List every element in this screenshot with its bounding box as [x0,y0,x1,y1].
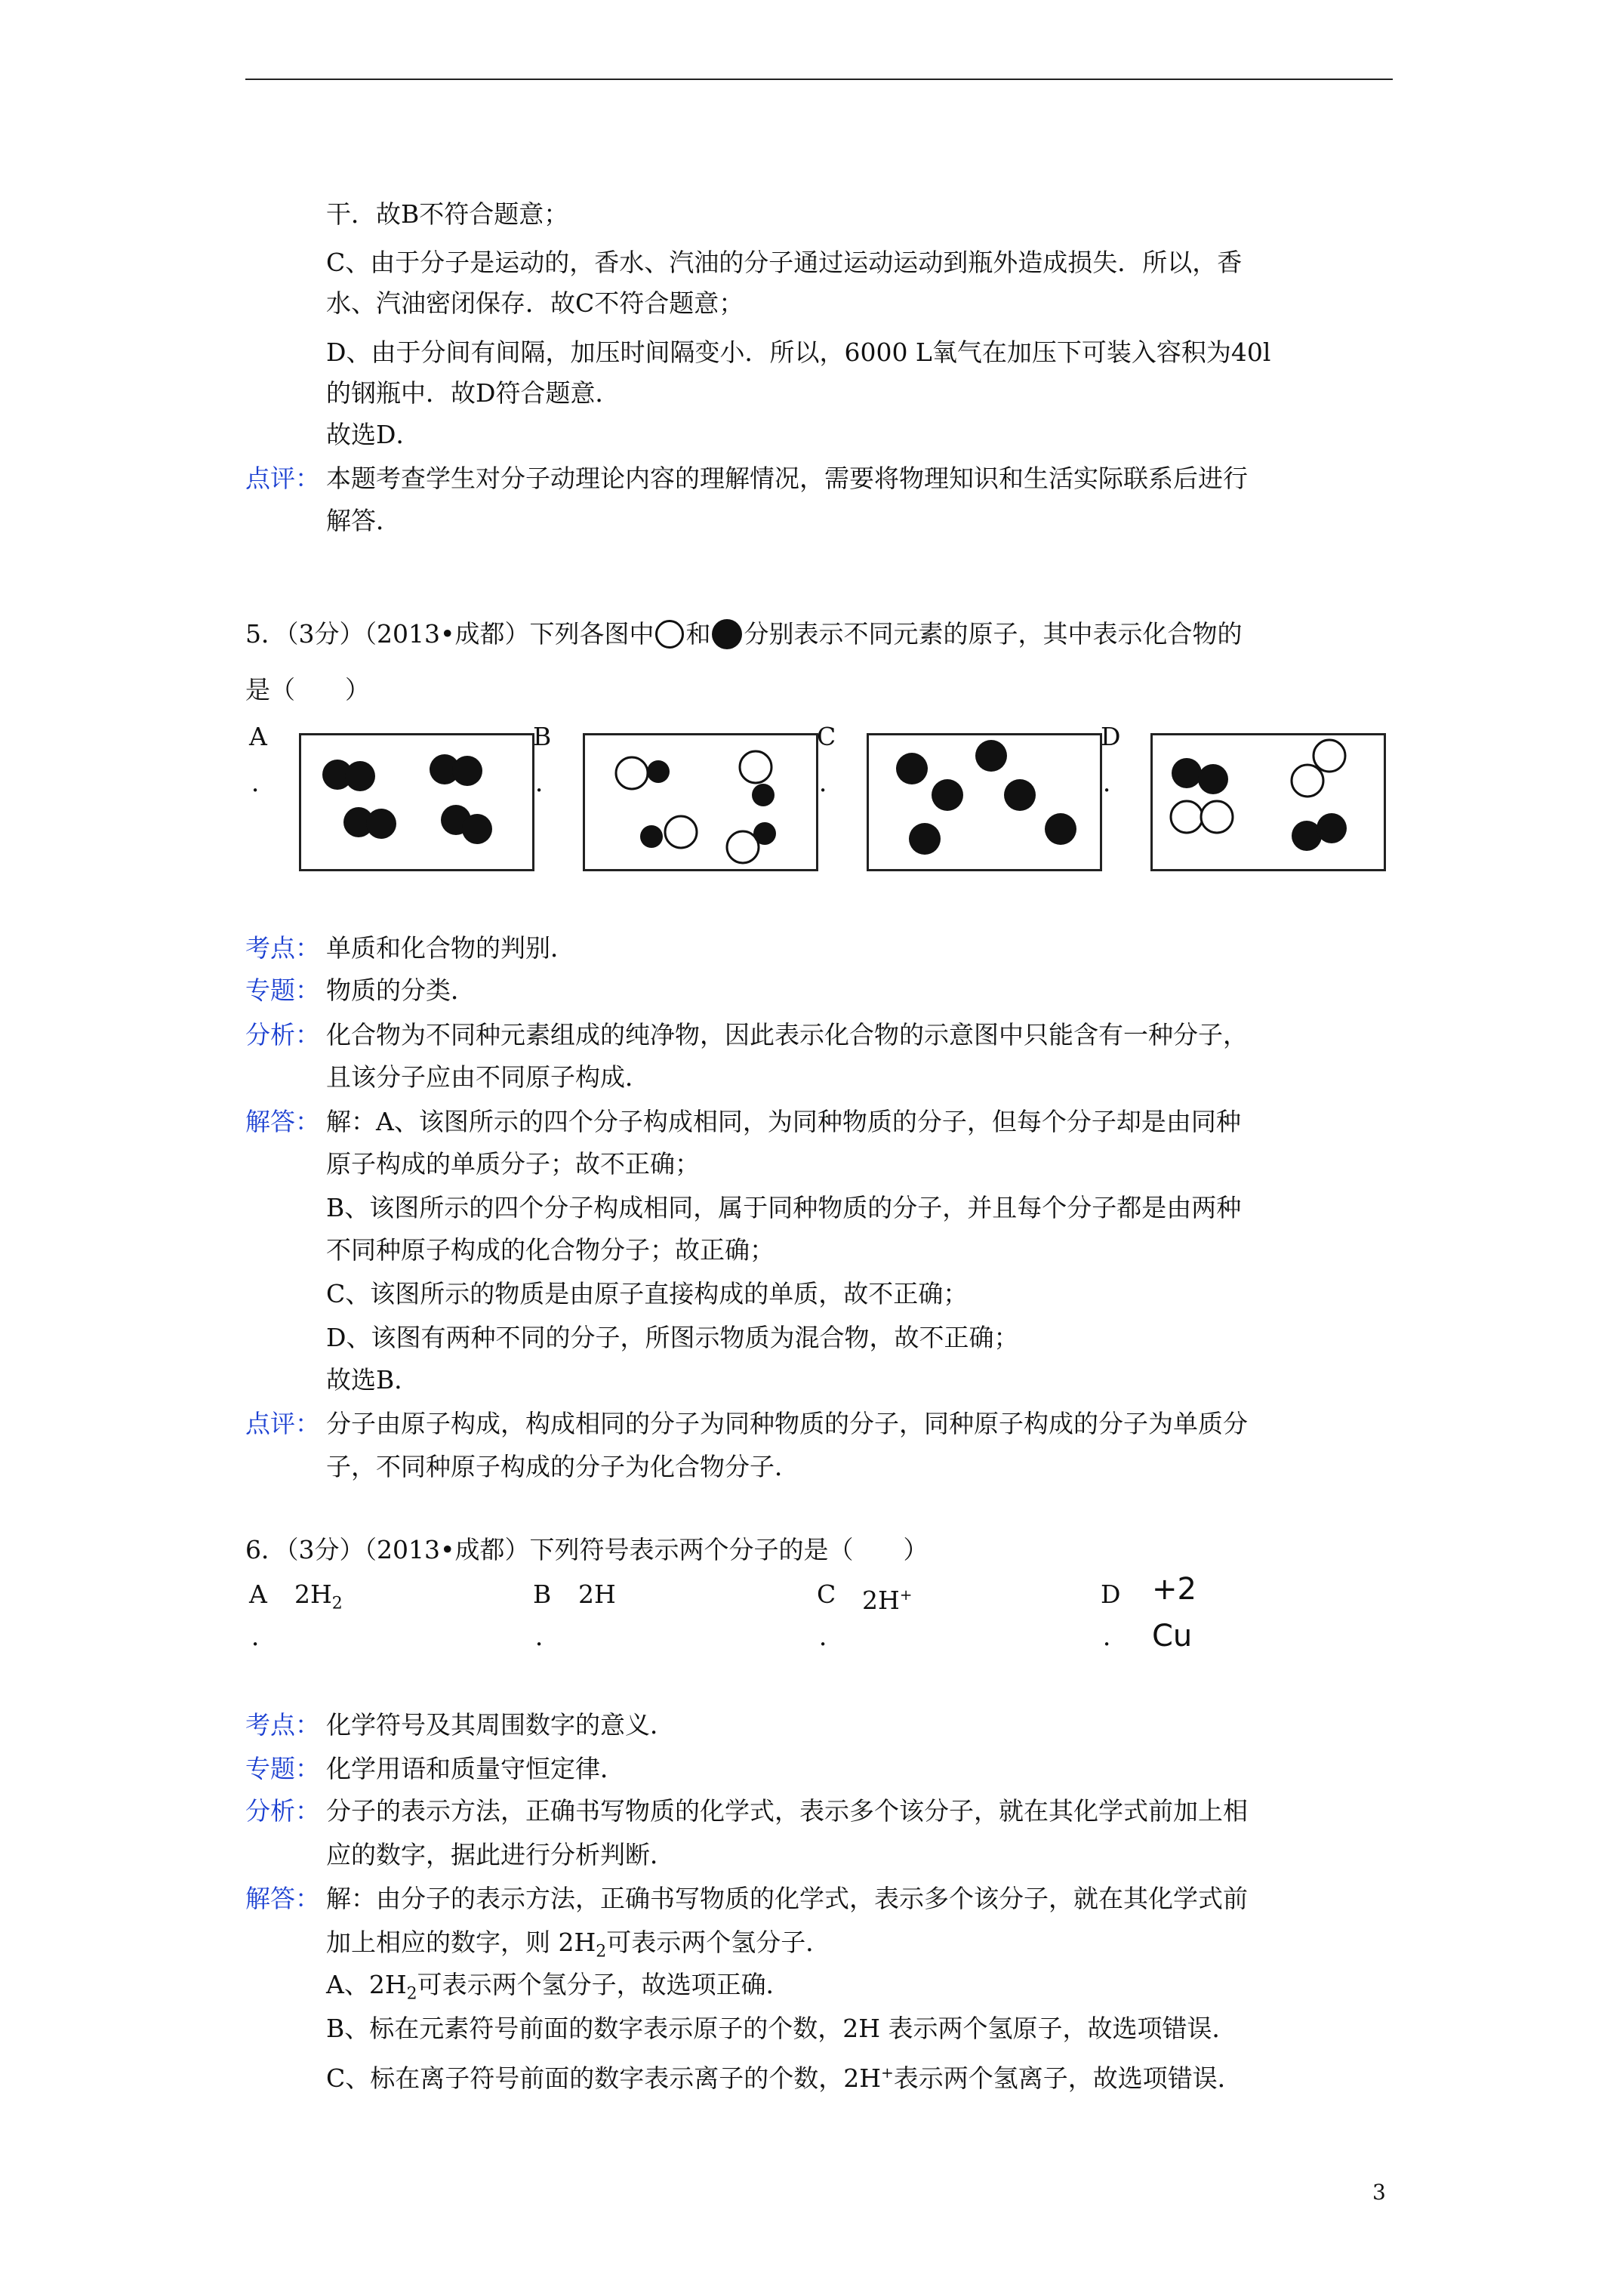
white-atom [1171,801,1203,833]
option-letter-d: D [1101,722,1121,751]
option-letter-d: D [1101,1579,1121,1609]
black-atom [1198,764,1228,794]
option-letter-a: A [249,1579,267,1609]
zhuanti-text: 物质的分类． [326,975,476,1005]
page-number: 3 [1372,2180,1386,2205]
option-dot: ． [251,768,276,797]
subscript: 2 [406,1984,417,2004]
option-dot: ． [535,1622,560,1651]
jieda-text: 原子构成的单质分子；故不正确； [326,1149,700,1179]
option-letter-b: B [533,1579,552,1609]
text-line: 的钢瓶中．故D符合题意． [326,378,621,408]
option-dot: ． [1103,1622,1128,1651]
option-b-formula: 2H [578,1579,616,1609]
fenxi-tag: 分析： [245,1796,320,1826]
option-letter-c: C [817,722,836,751]
jieda-text: 解：由分子的表示方法，正确书写物质的化学式，表示多个该分子，就在其化学式前 [326,1884,1248,1913]
fenxi-text: 分子的表示方法，正确书写物质的化学式，表示多个该分子，就在其化学式前加上相 [326,1796,1248,1826]
black-atom [909,823,941,855]
formula-text: 2H [862,1586,900,1615]
diagram-c [867,733,1102,871]
diagram-b [583,733,818,871]
jieda-tag: 解答： [245,1884,320,1913]
dianping-tag: 点评： [245,1409,320,1438]
fenxi-text: 化合物为不同种元素组成的纯净物，因此表示化合物的示意图中只能含有一种分子， [326,1020,1248,1049]
jieda-text [326,2057,1243,2094]
kaodian-tag: 考点： [245,1710,320,1740]
fenxi-tag: 分析： [245,1020,320,1049]
q5-stem-and: 和 [685,619,711,649]
option-dot: ． [535,768,560,797]
option-letter-a: A [249,722,267,751]
black-atom [345,761,375,791]
text-line: C、由于分子是运动的，香水、汽油的分子通过运动运动到瓶外造成损失．所以，香 [326,248,1243,277]
jieda-text [326,1970,791,2010]
text-part: C、标在离子符号前面的数字表示离子的个数，2H [326,2063,882,2093]
header-rule [245,79,1393,80]
black-atom [1317,813,1347,843]
kaodian-text: 化学符号及其周围数字的意义． [326,1710,675,1740]
comment-tag: 点评： [245,464,320,493]
q6-stem: 6．（3分）（2013•成都）下列符号表示两个分子的是（ ） [245,1535,929,1564]
zhuanti-tag: 专题： [245,1754,320,1783]
text-part: 可表示两个氢分子． [606,1928,831,1957]
superscript: + [899,1586,913,1604]
subscript: 2 [331,1594,343,1613]
superscript: + [881,2063,894,2082]
text-part: A、2H [326,1970,407,1999]
comment-text: 本题考查学生对分子动理论内容的理解情况，需要将物理知识和生活实际联系后进行 [326,464,1248,493]
jieda-text: 故选B． [326,1365,420,1395]
text-part: 可表示两个氢分子，故选项正确． [417,1970,791,1999]
zhuanti-text: 化学用语和质量守恒定律． [326,1754,625,1783]
option-letter-c: C [817,1579,836,1609]
dianping-text: 子，不同种原子构成的分子为化合物分子． [326,1452,799,1481]
jieda-text [326,1928,830,1968]
jieda-text: B、标在元素符号前面的数字表示原子的个数，2H 表示两个氢原子，故选项错误． [326,2014,1237,2043]
diagram-d [1150,733,1386,871]
black-atom [975,740,1007,772]
text-line: 故选D． [326,420,421,449]
fenxi-text: 且该分子应由不同原子构成． [326,1062,650,1092]
jieda-tag: 解答： [245,1107,320,1136]
black-atom [1004,779,1036,811]
q5-stem-a: 5．（3分）（2013•成都）下列各图中 [245,619,654,649]
white-atom [665,816,697,848]
zhuanti-tag: 专题： [245,975,320,1005]
option-dot: ． [251,1622,276,1651]
black-atom [366,809,396,839]
option-dot: ． [1103,768,1128,797]
black-atom [462,814,492,844]
black-atom-icon [712,619,742,649]
black-atom [1045,813,1076,845]
black-atom [752,784,775,806]
subscript: 2 [596,1942,607,1962]
kaodian-tag: 考点： [245,933,320,963]
jieda-text: D、该图有两种不同的分子，所图示物质为混合物，故不正确； [326,1323,1019,1352]
black-atom [932,779,963,811]
formula-text: 2H [294,1579,332,1609]
option-c-formula [862,1579,913,1616]
text-line: 水、汽油密闭保存．故C不符合题意； [326,288,744,318]
white-atom [616,757,648,789]
white-atom [1201,801,1233,833]
fenxi-text: 应的数字，据此进行分析判断． [326,1840,675,1869]
q5-stem-end: 是（ ） [245,675,370,704]
black-atom [896,753,928,784]
option-dot: ． [819,768,844,797]
text-line: 干．故B不符合题意； [326,199,569,229]
white-atom [1292,765,1323,797]
black-atom [753,822,776,845]
jieda-text: 解：A、该图所示的四个分子构成相同，为同种物质的分子，但每个分子却是由同种 [326,1107,1241,1136]
text-part: 表示两个氢离子，故选项错误． [893,2063,1243,2093]
jieda-text: B、该图所示的四个分子构成相同，属于同种物质的分子，并且每个分子都是由两种 [326,1193,1242,1222]
white-atom [740,751,771,783]
black-atom [647,760,670,783]
option-letter-b: B [533,722,552,751]
kaodian-text: 单质和化合物的判别． [326,933,575,963]
dianping-text: 分子由原子构成，构成相同的分子为同种物质的分子，同种原子构成的分子为单质分 [326,1409,1248,1438]
diagram-a [299,733,534,871]
jieda-text: 不同种原子构成的化合物分子；故正确； [326,1235,775,1265]
black-atom [1172,758,1202,788]
option-dot: ． [819,1622,844,1651]
option-a-formula [294,1579,343,1620]
ion-charge: +2 [1152,1572,1196,1607]
text-part: 加上相应的数字，则 2H [326,1928,596,1957]
white-atom [1313,740,1345,772]
white-atom-icon [655,620,684,649]
text-line: D、由于分间有间隔，加压时间隔变小．所以，6000 L氧气在加压下可装入容积为40l [326,337,1271,367]
black-atom [640,825,663,848]
comment-text: 解答． [326,506,401,535]
q5-stem-b: 分别表示不同元素的原子，其中表示化合物的 [744,619,1243,649]
q5-stem [245,619,1242,649]
jieda-text: C、该图所示的物质是由原子直接构成的单质，故不正确； [326,1279,969,1308]
ion-symbol: Cu [1152,1619,1193,1653]
black-atom [452,756,482,786]
